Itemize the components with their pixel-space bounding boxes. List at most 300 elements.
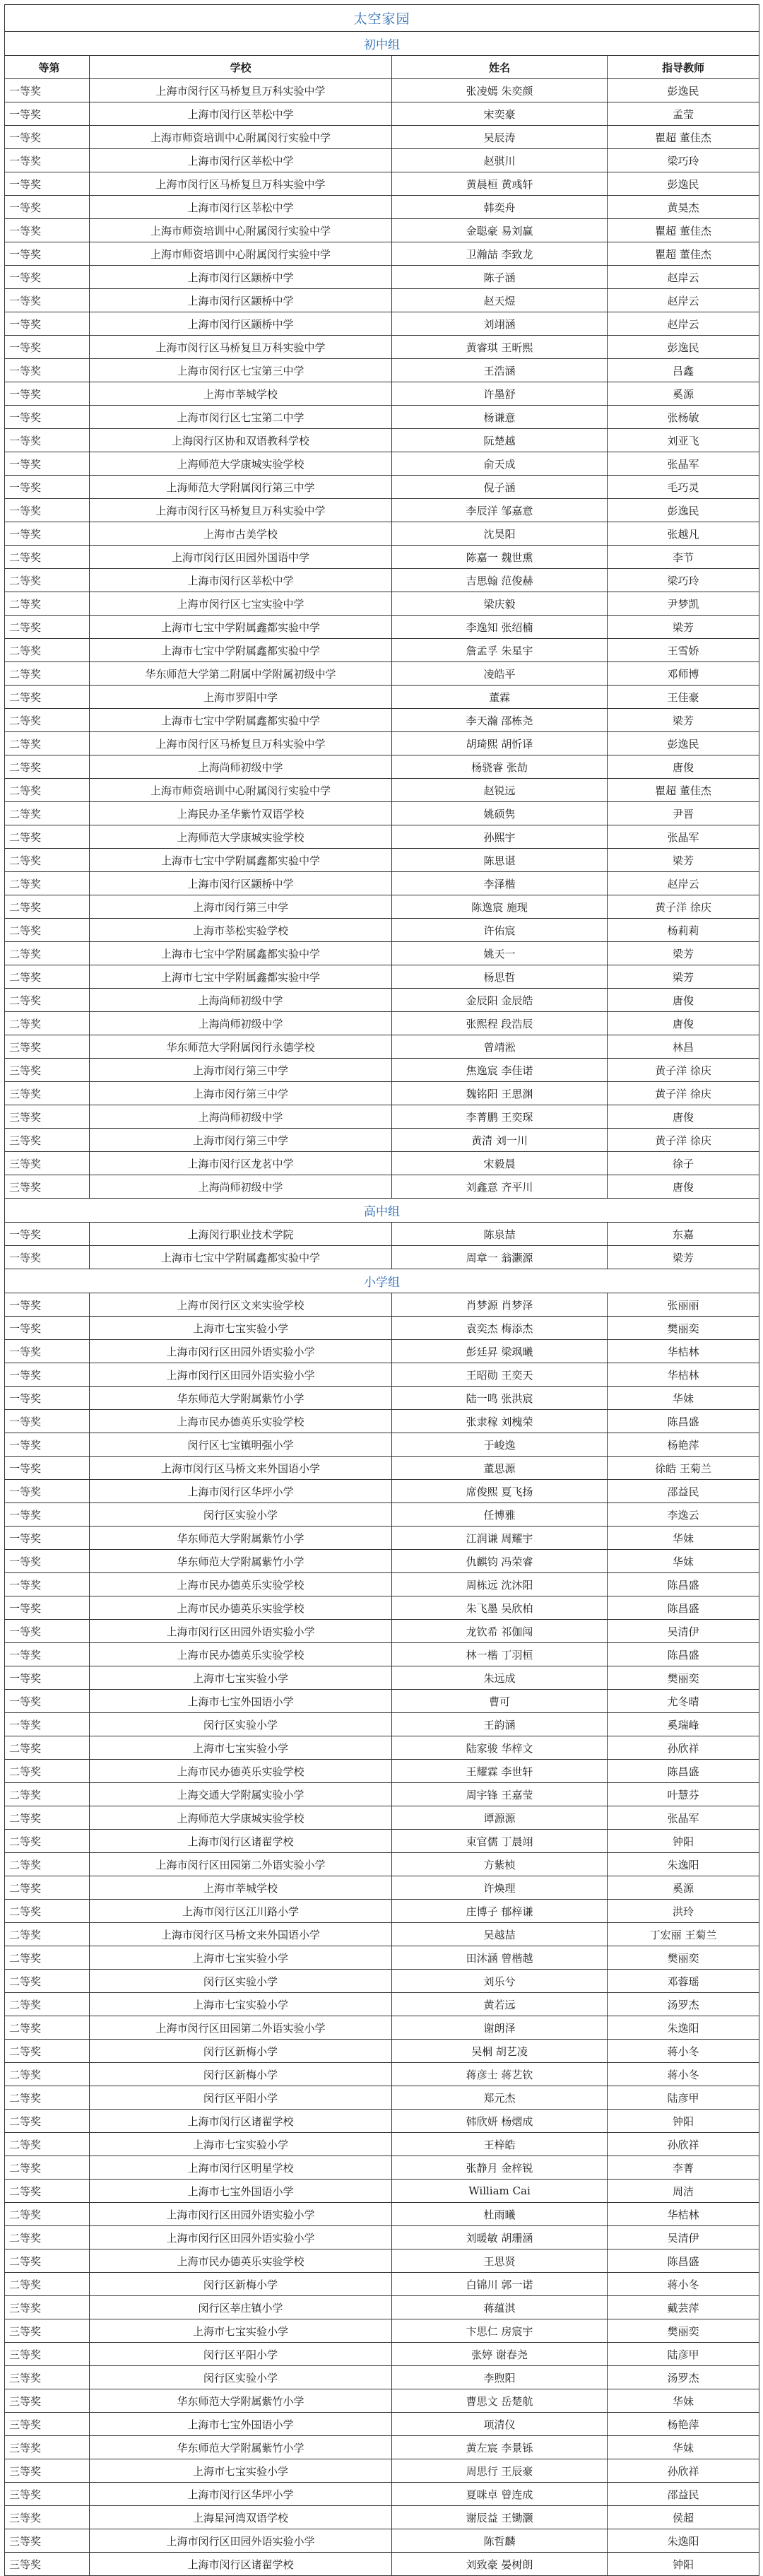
table-row xyxy=(5,2180,759,2203)
cell-award: 三等奖 xyxy=(5,1129,90,1152)
table-row xyxy=(5,266,759,289)
cell-school: 上海市民办德英乐实验学校 xyxy=(90,1760,392,1783)
cell-name: 蒋蕴淇 xyxy=(392,2296,608,2319)
cell-award: 二等奖 xyxy=(5,686,90,709)
cell-name: 曹可 xyxy=(392,1690,608,1713)
cell-teacher: 唐俊 xyxy=(608,989,759,1012)
table-row xyxy=(5,1830,759,1853)
table-row xyxy=(5,895,759,919)
cell-award: 一等奖 xyxy=(5,1620,90,1643)
cell-award: 一等奖 xyxy=(5,1363,90,1387)
cell-teacher: 华妹 xyxy=(608,1527,759,1550)
cell-teacher: 吴清伊 xyxy=(608,1620,759,1643)
cell-school: 华东师范大学附属闵行永德学校 xyxy=(90,1035,392,1059)
cell-award: 二等奖 xyxy=(5,2016,90,2040)
cell-teacher: 赵岸云 xyxy=(608,289,759,312)
table-row xyxy=(5,802,759,825)
cell-teacher: 奚瑞峰 xyxy=(608,1713,759,1736)
cell-teacher: 孙欣祥 xyxy=(608,2459,759,2483)
cell-award: 二等奖 xyxy=(5,2133,90,2156)
cell-teacher: 唐俊 xyxy=(608,755,759,779)
table-row xyxy=(5,1620,759,1643)
cell-award: 二等奖 xyxy=(5,1876,90,1900)
table-row xyxy=(5,592,759,616)
table-row xyxy=(5,1317,759,1340)
table-row xyxy=(5,2529,759,2553)
cell-award: 一等奖 xyxy=(5,1457,90,1480)
cell-teacher: 钟阳 xyxy=(608,2110,759,2133)
cell-teacher: 张丽丽 xyxy=(608,1293,759,1317)
cell-award: 三等奖 xyxy=(5,2319,90,2343)
table-row xyxy=(5,2343,759,2366)
cell-award: 一等奖 xyxy=(5,1410,90,1433)
cell-teacher: 张杨敏 xyxy=(608,406,759,429)
table-row xyxy=(5,522,759,546)
cell-teacher: 张晶军 xyxy=(608,1806,759,1830)
cell-name: 李逸知 张绍楠 xyxy=(392,616,608,639)
cell-teacher: 华妹 xyxy=(608,1550,759,1573)
cell-teacher: 唐俊 xyxy=(608,1012,759,1035)
table-row xyxy=(5,2459,759,2483)
cell-name: 彭廷昇 梁飒曦 xyxy=(392,1340,608,1363)
table-row xyxy=(5,1410,759,1433)
cell-award: 三等奖 xyxy=(5,1035,90,1059)
cell-school: 上海市民办德英乐实验学校 xyxy=(90,1596,392,1620)
table-row xyxy=(5,1713,759,1736)
cell-name: 吉思翰 范俊赫 xyxy=(392,569,608,592)
cell-award: 二等奖 xyxy=(5,1946,90,1970)
cell-award: 一等奖 xyxy=(5,522,90,546)
cell-school: 上海师范大学康城实验学校 xyxy=(90,452,392,476)
cell-school: 闵行区新梅小学 xyxy=(90,2063,392,2086)
cell-teacher: 吴清伊 xyxy=(608,2226,759,2249)
cell-school: 上海市闵行区田园外语实验小学 xyxy=(90,2203,392,2226)
table-row xyxy=(5,2040,759,2063)
cell-school: 上海市闵行区七宝实验中学 xyxy=(90,592,392,616)
cell-school: 上海尚师初级中学 xyxy=(90,1175,392,1199)
cell-school: 上海市七宝中学附属鑫都实验中学 xyxy=(90,1246,392,1269)
cell-name: 王梓皓 xyxy=(392,2133,608,2156)
section-header-row xyxy=(5,1269,759,1293)
cell-teacher: 梁芳 xyxy=(608,616,759,639)
cell-teacher: 孟莹 xyxy=(608,102,759,126)
cell-award: 一等奖 xyxy=(5,1690,90,1713)
table-row xyxy=(5,1363,759,1387)
cell-teacher: 朱逸阳 xyxy=(608,2016,759,2040)
table-row xyxy=(5,219,759,242)
cell-school: 上海市七宝实验小学 xyxy=(90,1736,392,1760)
cell-school: 上海市七宝实验小学 xyxy=(90,1666,392,1690)
table-row xyxy=(5,2436,759,2459)
cell-name: 庄博子 郁梓谦 xyxy=(392,1900,608,1923)
table-row xyxy=(5,2483,759,2506)
table-row xyxy=(5,1082,759,1105)
table-row xyxy=(5,312,759,336)
cell-name: 张隶稼 刘槐荣 xyxy=(392,1410,608,1433)
table-row xyxy=(5,1876,759,1900)
table-row xyxy=(5,102,759,126)
cell-teacher: 陈昌盛 xyxy=(608,1643,759,1666)
table-row xyxy=(5,1059,759,1082)
cell-teacher: 彭逸民 xyxy=(608,336,759,359)
table-row xyxy=(5,1105,759,1129)
cell-school: 上海市七宝外国语小学 xyxy=(90,2413,392,2436)
cell-name: 刘致豪 晏树朗 xyxy=(392,2553,608,2576)
table-row xyxy=(5,2249,759,2273)
cell-name: 陈思谌 xyxy=(392,849,608,872)
cell-award: 二等奖 xyxy=(5,2203,90,2226)
cell-school: 上海闵行职业技术学院 xyxy=(90,1223,392,1246)
cell-teacher: 尹晋 xyxy=(608,802,759,825)
cell-name: 陈泉喆 xyxy=(392,1223,608,1246)
cell-teacher: 林昌 xyxy=(608,1035,759,1059)
table-row xyxy=(5,1175,759,1199)
table-row xyxy=(5,849,759,872)
cell-name: 周思行 王辰豪 xyxy=(392,2459,608,2483)
table-row xyxy=(5,965,759,989)
cell-name: 魏铭阳 王思渊 xyxy=(392,1082,608,1105)
cell-teacher: 蒋小冬 xyxy=(608,2040,759,2063)
cell-award: 三等奖 xyxy=(5,1105,90,1129)
cell-award: 二等奖 xyxy=(5,546,90,569)
table-row xyxy=(5,359,759,382)
cell-award: 一等奖 xyxy=(5,1293,90,1317)
cell-name: 任博雅 xyxy=(392,1503,608,1527)
cell-name: 赵骐川 xyxy=(392,149,608,172)
cell-name: 许佑宸 xyxy=(392,919,608,942)
table-row xyxy=(5,1643,759,1666)
cell-name: 沈昊阳 xyxy=(392,522,608,546)
table-row xyxy=(5,2273,759,2296)
cell-award: 三等奖 xyxy=(5,2459,90,2483)
cell-name: 姚天一 xyxy=(392,942,608,965)
table-row xyxy=(5,919,759,942)
table-row xyxy=(5,2553,759,2576)
cell-name: 于峻逸 xyxy=(392,1433,608,1457)
section-title: 小学组 xyxy=(5,1269,759,1293)
cell-school: 上海市罗阳中学 xyxy=(90,686,392,709)
cell-school: 上海市师资培训中心附属闵行实验中学 xyxy=(90,242,392,266)
cell-school: 上海师范大学附属闵行第三中学 xyxy=(90,476,392,499)
cell-award: 一等奖 xyxy=(5,406,90,429)
cell-name: 胡琦熙 胡忻译 xyxy=(392,732,608,755)
cell-award: 一等奖 xyxy=(5,219,90,242)
cell-school: 上海市七宝中学附属鑫都实验中学 xyxy=(90,942,392,965)
cell-name: 董思源 xyxy=(392,1457,608,1480)
cell-award: 一等奖 xyxy=(5,1550,90,1573)
cell-school: 上海市莘城学校 xyxy=(90,382,392,406)
cell-teacher: 黄子洋 徐庆 xyxy=(608,1082,759,1105)
table-row xyxy=(5,1993,759,2016)
cell-award: 二等奖 xyxy=(5,1853,90,1876)
cell-name: 林一楷 丁羽桓 xyxy=(392,1643,608,1666)
cell-teacher: 彭逸民 xyxy=(608,499,759,522)
cell-name: 席俊熙 夏飞扬 xyxy=(392,1480,608,1503)
cell-school: 华东师范大学附属紫竹小学 xyxy=(90,1387,392,1410)
cell-name: 阮楚越 xyxy=(392,429,608,452)
cell-award: 二等奖 xyxy=(5,1760,90,1783)
cell-school: 上海市闵行区马桥文来外国语小学 xyxy=(90,1457,392,1480)
cell-award: 二等奖 xyxy=(5,1970,90,1993)
cell-teacher: 梁芳 xyxy=(608,1246,759,1269)
cell-teacher: 陈昌盛 xyxy=(608,2249,759,2273)
table-row xyxy=(5,709,759,732)
cell-teacher: 邓师博 xyxy=(608,662,759,686)
cell-school: 上海市民办德英乐实验学校 xyxy=(90,2249,392,2273)
cell-name: 俞天成 xyxy=(392,452,608,476)
table-row xyxy=(5,1129,759,1152)
column-header-school: 学校 xyxy=(90,56,392,79)
cell-award: 一等奖 xyxy=(5,1480,90,1503)
cell-school: 上海市闵行区莘松中学 xyxy=(90,102,392,126)
cell-award: 二等奖 xyxy=(5,2040,90,2063)
cell-name: 刘暖敏 胡珊涵 xyxy=(392,2226,608,2249)
cell-school: 上海市闵行区田园第二外语实验小学 xyxy=(90,1853,392,1876)
cell-teacher: 尤冬晴 xyxy=(608,1690,759,1713)
cell-school: 上海市闵行区马桥复旦万科实验中学 xyxy=(90,336,392,359)
table-row xyxy=(5,1783,759,1806)
cell-award: 一等奖 xyxy=(5,172,90,196)
table-row xyxy=(5,79,759,102)
cell-teacher: 钟阳 xyxy=(608,2553,759,2576)
cell-award: 一等奖 xyxy=(5,1643,90,1666)
cell-teacher: 瞿超 董佳杰 xyxy=(608,126,759,149)
cell-teacher: 陈昌盛 xyxy=(608,1410,759,1433)
cell-award: 二等奖 xyxy=(5,1900,90,1923)
cell-teacher: 彭逸民 xyxy=(608,79,759,102)
cell-name: 曹思文 岳楚航 xyxy=(392,2389,608,2413)
cell-school: 上海师范大学康城实验学校 xyxy=(90,1806,392,1830)
cell-school: 上海市古美学校 xyxy=(90,522,392,546)
cell-award: 一等奖 xyxy=(5,266,90,289)
cell-school: 闵行区平阳小学 xyxy=(90,2086,392,2110)
cell-award: 三等奖 xyxy=(5,1082,90,1105)
cell-school: 上海市闵行区田园外国语中学 xyxy=(90,546,392,569)
cell-school: 上海市闵行区莘松中学 xyxy=(90,196,392,219)
cell-school: 上海交通大学附属实验小学 xyxy=(90,1783,392,1806)
cell-name: 王韵涵 xyxy=(392,1713,608,1736)
table-row xyxy=(5,242,759,266)
table-row xyxy=(5,1596,759,1620)
cell-award: 二等奖 xyxy=(5,965,90,989)
cell-award: 二等奖 xyxy=(5,1806,90,1830)
cell-school: 上海市闵行区诸翟学校 xyxy=(90,1830,392,1853)
cell-school: 上海市师资培训中心附属闵行实验中学 xyxy=(90,126,392,149)
cell-name: 杜雨曦 xyxy=(392,2203,608,2226)
cell-name: 姚硕隽 xyxy=(392,802,608,825)
cell-award: 二等奖 xyxy=(5,1736,90,1760)
cell-name: 宋奕豪 xyxy=(392,102,608,126)
table-row xyxy=(5,2086,759,2110)
cell-school: 上海市闵行区七宝第二中学 xyxy=(90,406,392,429)
cell-school: 上海市闵行第三中学 xyxy=(90,895,392,919)
cell-name: 梁庆毅 xyxy=(392,592,608,616)
section-header-row xyxy=(5,1199,759,1223)
cell-name: 黄清 刘一川 xyxy=(392,1129,608,1152)
cell-name: William Cai xyxy=(392,2180,608,2203)
table-row xyxy=(5,1760,759,1783)
cell-school: 上海市闵行区田园外语实验小学 xyxy=(90,1620,392,1643)
cell-name: 江润谦 周耀宇 xyxy=(392,1527,608,1550)
cell-teacher: 樊丽奕 xyxy=(608,1317,759,1340)
cell-school: 华东师范大学附属紫竹小学 xyxy=(90,1550,392,1573)
table-row xyxy=(5,1012,759,1035)
cell-school: 上海市闵行第三中学 xyxy=(90,1129,392,1152)
table-row xyxy=(5,1480,759,1503)
cell-award: 二等奖 xyxy=(5,872,90,895)
cell-school: 上海市七宝实验小学 xyxy=(90,2459,392,2483)
cell-award: 二等奖 xyxy=(5,895,90,919)
cell-school: 上海市闵行区江川路小学 xyxy=(90,1900,392,1923)
table-row xyxy=(5,639,759,662)
cell-school: 上海市闵行区莘松中学 xyxy=(90,569,392,592)
table-row xyxy=(5,382,759,406)
cell-name: 焦逸宸 李佳诺 xyxy=(392,1059,608,1082)
cell-award: 一等奖 xyxy=(5,1713,90,1736)
cell-teacher: 黄子洋 徐庆 xyxy=(608,1059,759,1082)
award-table xyxy=(4,4,759,2576)
cell-teacher: 瞿超 董佳杰 xyxy=(608,242,759,266)
cell-school: 上海市七宝实验小学 xyxy=(90,2319,392,2343)
cell-award: 一等奖 xyxy=(5,429,90,452)
cell-teacher: 戴芸萍 xyxy=(608,2296,759,2319)
cell-school: 上海星河湾双语学校 xyxy=(90,2506,392,2529)
cell-school: 上海市闵行区莘松中学 xyxy=(90,149,392,172)
cell-school: 上海市七宝实验小学 xyxy=(90,2133,392,2156)
cell-teacher: 张晶军 xyxy=(608,825,759,849)
cell-teacher: 陆彦甲 xyxy=(608,2343,759,2366)
cell-name: 陈逸宸 施现 xyxy=(392,895,608,919)
cell-school: 上海市民办德英乐实验学校 xyxy=(90,1573,392,1596)
cell-award: 二等奖 xyxy=(5,709,90,732)
table-row xyxy=(5,942,759,965)
cell-name: 陆一鸣 张洪宸 xyxy=(392,1387,608,1410)
cell-school: 闵行区新梅小学 xyxy=(90,2040,392,2063)
cell-name: 方紫桢 xyxy=(392,1853,608,1876)
cell-name: 黄晨桓 黄彧轩 xyxy=(392,172,608,196)
cell-school: 上海市七宝中学附属鑫都实验中学 xyxy=(90,616,392,639)
table-row xyxy=(5,1690,759,1713)
column-header-row xyxy=(5,56,759,79)
cell-award: 二等奖 xyxy=(5,2273,90,2296)
cell-teacher: 梁芳 xyxy=(608,709,759,732)
cell-teacher: 叶慧芬 xyxy=(608,1783,759,1806)
cell-school: 上海市闵行区马桥文来外国语小学 xyxy=(90,1923,392,1946)
cell-award: 一等奖 xyxy=(5,1223,90,1246)
cell-teacher: 华桔林 xyxy=(608,1363,759,1387)
cell-school: 上海市闵行区华坪小学 xyxy=(90,2483,392,2506)
cell-name: 王思贤 xyxy=(392,2249,608,2273)
table-row xyxy=(5,755,759,779)
cell-teacher: 彭逸民 xyxy=(608,172,759,196)
cell-school: 闵行区七宝镇明强小学 xyxy=(90,1433,392,1457)
cell-name: 朱远成 xyxy=(392,1666,608,1690)
cell-teacher: 刘亚飞 xyxy=(608,429,759,452)
cell-teacher: 吕鑫 xyxy=(608,359,759,382)
cell-award: 一等奖 xyxy=(5,452,90,476)
cell-teacher: 华妹 xyxy=(608,2389,759,2413)
table-row xyxy=(5,2110,759,2133)
cell-award: 二等奖 xyxy=(5,639,90,662)
cell-teacher: 毛巧灵 xyxy=(608,476,759,499)
table-row xyxy=(5,1573,759,1596)
cell-name: 王昭勋 王奕天 xyxy=(392,1363,608,1387)
cell-award: 二等奖 xyxy=(5,2086,90,2110)
cell-school: 闵行区实验小学 xyxy=(90,1713,392,1736)
cell-name: 谢辰益 王锄灏 xyxy=(392,2506,608,2529)
cell-school: 上海市闵行区华坪小学 xyxy=(90,1480,392,1503)
cell-name: 陆家骏 华梓文 xyxy=(392,1736,608,1760)
cell-teacher: 唐俊 xyxy=(608,1105,759,1129)
cell-award: 二等奖 xyxy=(5,1923,90,1946)
table-row xyxy=(5,2366,759,2389)
cell-school: 上海市闵行区颛桥中学 xyxy=(90,289,392,312)
cell-school: 上海市闵行区诸翟学校 xyxy=(90,2110,392,2133)
cell-school: 上海市闵行区田园外语实验小学 xyxy=(90,1340,392,1363)
table-row xyxy=(5,1503,759,1527)
table-row xyxy=(5,779,759,802)
cell-school: 上海市闵行区颛桥中学 xyxy=(90,312,392,336)
cell-teacher: 梁芳 xyxy=(608,965,759,989)
cell-name: 周章一 翁灏源 xyxy=(392,1246,608,1269)
cell-school: 上海闵行区协和双语教科学校 xyxy=(90,429,392,452)
cell-teacher: 徐皓 王菊兰 xyxy=(608,1457,759,1480)
cell-award: 三等奖 xyxy=(5,2343,90,2366)
cell-name: 张静月 金梓锐 xyxy=(392,2156,608,2180)
cell-name: 张熙程 段浩辰 xyxy=(392,1012,608,1035)
cell-name: 王浩涵 xyxy=(392,359,608,382)
column-header-name: 姓名 xyxy=(392,56,608,79)
cell-name: 田沐涵 曾楷越 xyxy=(392,1946,608,1970)
cell-award: 二等奖 xyxy=(5,1783,90,1806)
cell-award: 一等奖 xyxy=(5,1666,90,1690)
cell-award: 一等奖 xyxy=(5,289,90,312)
table-row xyxy=(5,172,759,196)
cell-name: 吴越喆 xyxy=(392,1923,608,1946)
cell-award: 三等奖 xyxy=(5,1059,90,1082)
table-row xyxy=(5,616,759,639)
cell-school: 上海市闵行区颛桥中学 xyxy=(90,872,392,895)
cell-school: 上海市闵行区龙茗中学 xyxy=(90,1152,392,1175)
cell-teacher: 奚源 xyxy=(608,382,759,406)
cell-school: 上海市师资培训中心附属闵行实验中学 xyxy=(90,219,392,242)
cell-school: 上海尚师初级中学 xyxy=(90,989,392,1012)
table-row xyxy=(5,1970,759,1993)
title-row xyxy=(5,5,759,32)
cell-name: 黄睿琪 王昕熙 xyxy=(392,336,608,359)
cell-name: 许煥理 xyxy=(392,1876,608,1900)
table-row xyxy=(5,1246,759,1269)
cell-school: 上海市闵行区田园外语实验小学 xyxy=(90,1363,392,1387)
cell-award: 二等奖 xyxy=(5,662,90,686)
cell-teacher: 朱逸阳 xyxy=(608,2529,759,2553)
cell-name: 陈嘉一 魏世熏 xyxy=(392,546,608,569)
table-row xyxy=(5,336,759,359)
cell-award: 二等奖 xyxy=(5,849,90,872)
cell-award: 二等奖 xyxy=(5,2156,90,2180)
cell-school: 上海市闵行区文来实验学校 xyxy=(90,1293,392,1317)
cell-school: 闵行区平阳小学 xyxy=(90,2343,392,2366)
cell-school: 闵行区莘庄镇小学 xyxy=(90,2296,392,2319)
cell-teacher: 李菁 xyxy=(608,2156,759,2180)
cell-name: 杨谦意 xyxy=(392,406,608,429)
cell-award: 一等奖 xyxy=(5,79,90,102)
cell-school: 上海市七宝中学附属鑫都实验中学 xyxy=(90,965,392,989)
cell-name: 吴桐 胡艺凌 xyxy=(392,2040,608,2063)
section-header-row xyxy=(5,32,759,56)
cell-name: 张婷 谢春尧 xyxy=(392,2343,608,2366)
cell-award: 三等奖 xyxy=(5,2553,90,2576)
